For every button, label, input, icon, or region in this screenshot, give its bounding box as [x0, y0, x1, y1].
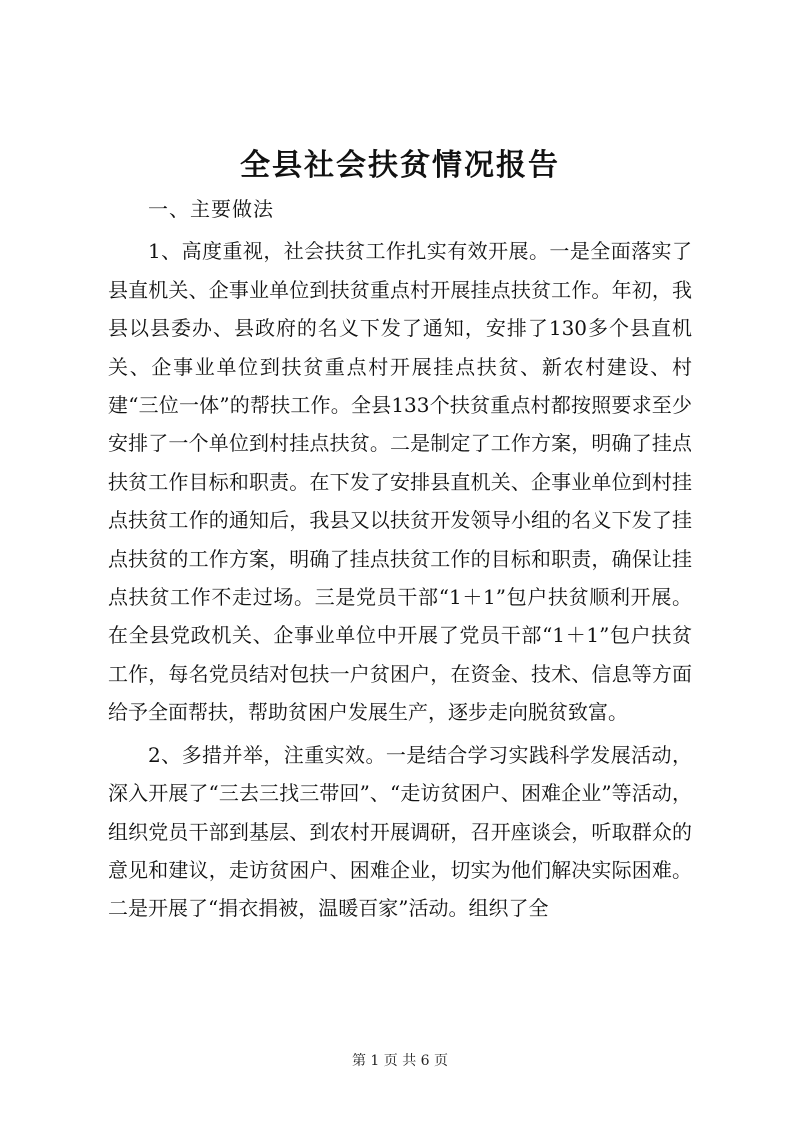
page-number-footer: 第 1 页 共 6 页: [351, 1053, 449, 1069]
document-title: 全县社会扶贫情况报告: [240, 148, 560, 183]
section-heading: 一、主要做法: [148, 197, 274, 221]
paragraph-1: 1、高度重视，社会扶贫工作扎实有效开展。一是全面落实了县直机关、企事业单位到扶贫重点村开展挂点扶贫工作。年初，我县以县委办、县政府的名义下发了通知，安排了130多个县直机关、企事业单位到扶贫重点村开展挂点扶贫、新农村建设、村建“三位一体”的帮扶工作。全县133个扶贫重点村都按照要求至少安排了一个单位到村挂点扶贫。二是制定了工作方案，明确了挂点扶贫工作目标和职责。在下发了安排县直机关、企事业单位到村挂点扶贫工作的通知后，我县又以扶贫开发领导小组的名义下发了挂点扶贫的工作方案，明确了挂点扶贫工作的目标和职责，确保让挂点扶贫工作不走过场。三是党员干部“1＋1”包户扶贫顺利开展。在全县党政机关、企事业单位中开展了党员干部“1＋1”包户扶贫工作，每名党员结对包扶一户贫困户，在资金、技术、信息等方面给予全面帮扶，帮助贫困户发展生产，逐步走向脱贫致富。: [108, 239, 692, 725]
document-body: [108, 190, 692, 928]
paragraph-2: 2、多措并举，注重实效。一是结合学习实践科学发展活动，深入开展了“三去三找三带回”、“走访贫困户、困难企业”等活动，组织党员干部到基层、到农村开展调研，召开座谈会，听取群众的意见和建议，走访贫困户、困难企业，切实为他们解决实际困难。二是开展了“捐衣捐被，温暖百家”活动。组织了全: [108, 742, 692, 921]
